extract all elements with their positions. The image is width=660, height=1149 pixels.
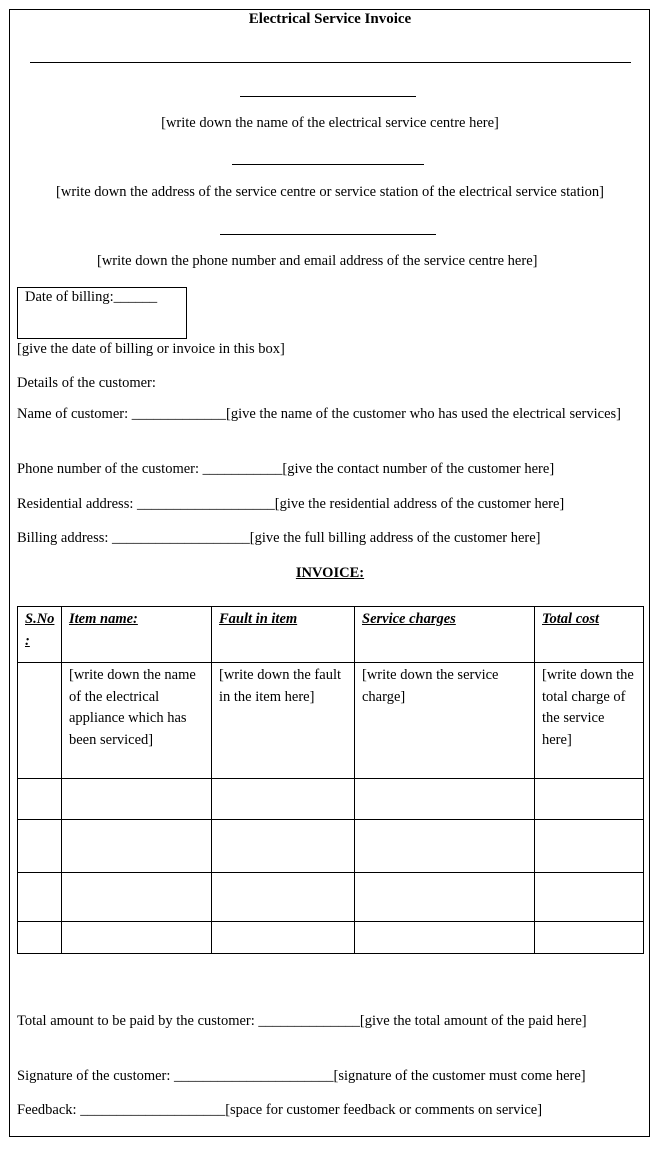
table-cell[interactable] bbox=[535, 820, 644, 873]
cell-service-charges[interactable]: [write down the service charge] bbox=[355, 663, 535, 779]
invoice-table bbox=[17, 606, 644, 954]
table-row bbox=[18, 820, 644, 873]
table-row bbox=[18, 873, 644, 922]
table-cell[interactable] bbox=[18, 820, 62, 873]
table-cell[interactable] bbox=[535, 922, 644, 954]
table-row bbox=[18, 779, 644, 820]
service-centre-address-hint: [write down the address of the service centre or service station of the electrical service station] bbox=[56, 184, 604, 200]
billing-address-line[interactable]: Billing address: ___________________[give the full billing address of the customer here] bbox=[17, 530, 541, 546]
cell-serial-number[interactable] bbox=[18, 663, 62, 779]
feedback-line[interactable]: Feedback: ____________________[space for customer feedback or comments on service] bbox=[17, 1102, 543, 1118]
customer-phone-line[interactable]: Phone number of the customer: ___________[give the contact number of the customer here] bbox=[17, 461, 555, 477]
service-centre-name-hint: [write down the name of the electrical service centre here] bbox=[161, 115, 499, 131]
table-cell[interactable] bbox=[535, 779, 644, 820]
table-cell[interactable] bbox=[355, 779, 535, 820]
customer-details-heading: Details of the customer: bbox=[17, 375, 156, 391]
table-cell[interactable] bbox=[355, 820, 535, 873]
document-title: Electrical Service Invoice bbox=[248, 11, 412, 27]
service-centre-contact-hint: [write down the phone number and email address of the service centre here] bbox=[97, 253, 538, 269]
table-cell[interactable] bbox=[212, 922, 355, 954]
signature-line[interactable]: Signature of the customer: ______________________[signature of the customer must come here] bbox=[17, 1068, 586, 1084]
cell-fault-in-item[interactable]: [write down the fault in the item here] bbox=[212, 663, 355, 779]
title-rule bbox=[30, 62, 631, 63]
table-cell[interactable] bbox=[535, 873, 644, 922]
table-row bbox=[18, 922, 644, 954]
table-cell[interactable] bbox=[212, 779, 355, 820]
table-cell[interactable] bbox=[62, 873, 212, 922]
table-cell[interactable] bbox=[355, 873, 535, 922]
total-amount-line[interactable]: Total amount to be paid by the customer: ______________[give the total amount of the paid here] bbox=[17, 1013, 587, 1029]
table-cell[interactable] bbox=[18, 922, 62, 954]
header-service-charges: Service charges bbox=[355, 607, 535, 663]
table-cell[interactable] bbox=[62, 922, 212, 954]
table-row bbox=[18, 663, 644, 779]
header-total-cost: Total cost bbox=[535, 607, 644, 663]
service-centre-address-blank[interactable] bbox=[232, 164, 424, 165]
table-header-row bbox=[18, 607, 644, 663]
cell-item-name[interactable]: [write down the name of the electrical appliance which has been serviced] bbox=[62, 663, 212, 779]
service-centre-contact-blank[interactable] bbox=[220, 234, 436, 235]
table-cell[interactable] bbox=[18, 779, 62, 820]
table-cell[interactable] bbox=[212, 873, 355, 922]
table-cell[interactable] bbox=[212, 820, 355, 873]
customer-name-line[interactable]: Name of customer: _____________[give the name of the customer who has used the electrical services] bbox=[17, 406, 621, 422]
date-of-billing-box[interactable] bbox=[17, 287, 187, 339]
table-cell[interactable] bbox=[18, 873, 62, 922]
header-item-name: Item name: bbox=[62, 607, 212, 663]
header-serial-number: S.No : bbox=[18, 607, 62, 663]
table-cell[interactable] bbox=[62, 779, 212, 820]
cell-total-cost[interactable]: [write down the total charge of the service here] bbox=[535, 663, 644, 779]
header-fault-in-item: Fault in item bbox=[212, 607, 355, 663]
table-cell[interactable] bbox=[355, 922, 535, 954]
invoice-heading: INVOICE: bbox=[295, 565, 365, 581]
date-of-billing-label: Date of billing:______ bbox=[25, 289, 158, 305]
table-cell[interactable] bbox=[62, 820, 212, 873]
residential-address-line[interactable]: Residential address: ___________________[give the residential address of the customer here] bbox=[17, 496, 565, 512]
date-of-billing-hint: [give the date of billing or invoice in this box] bbox=[17, 341, 285, 357]
service-centre-name-blank[interactable] bbox=[240, 96, 416, 97]
